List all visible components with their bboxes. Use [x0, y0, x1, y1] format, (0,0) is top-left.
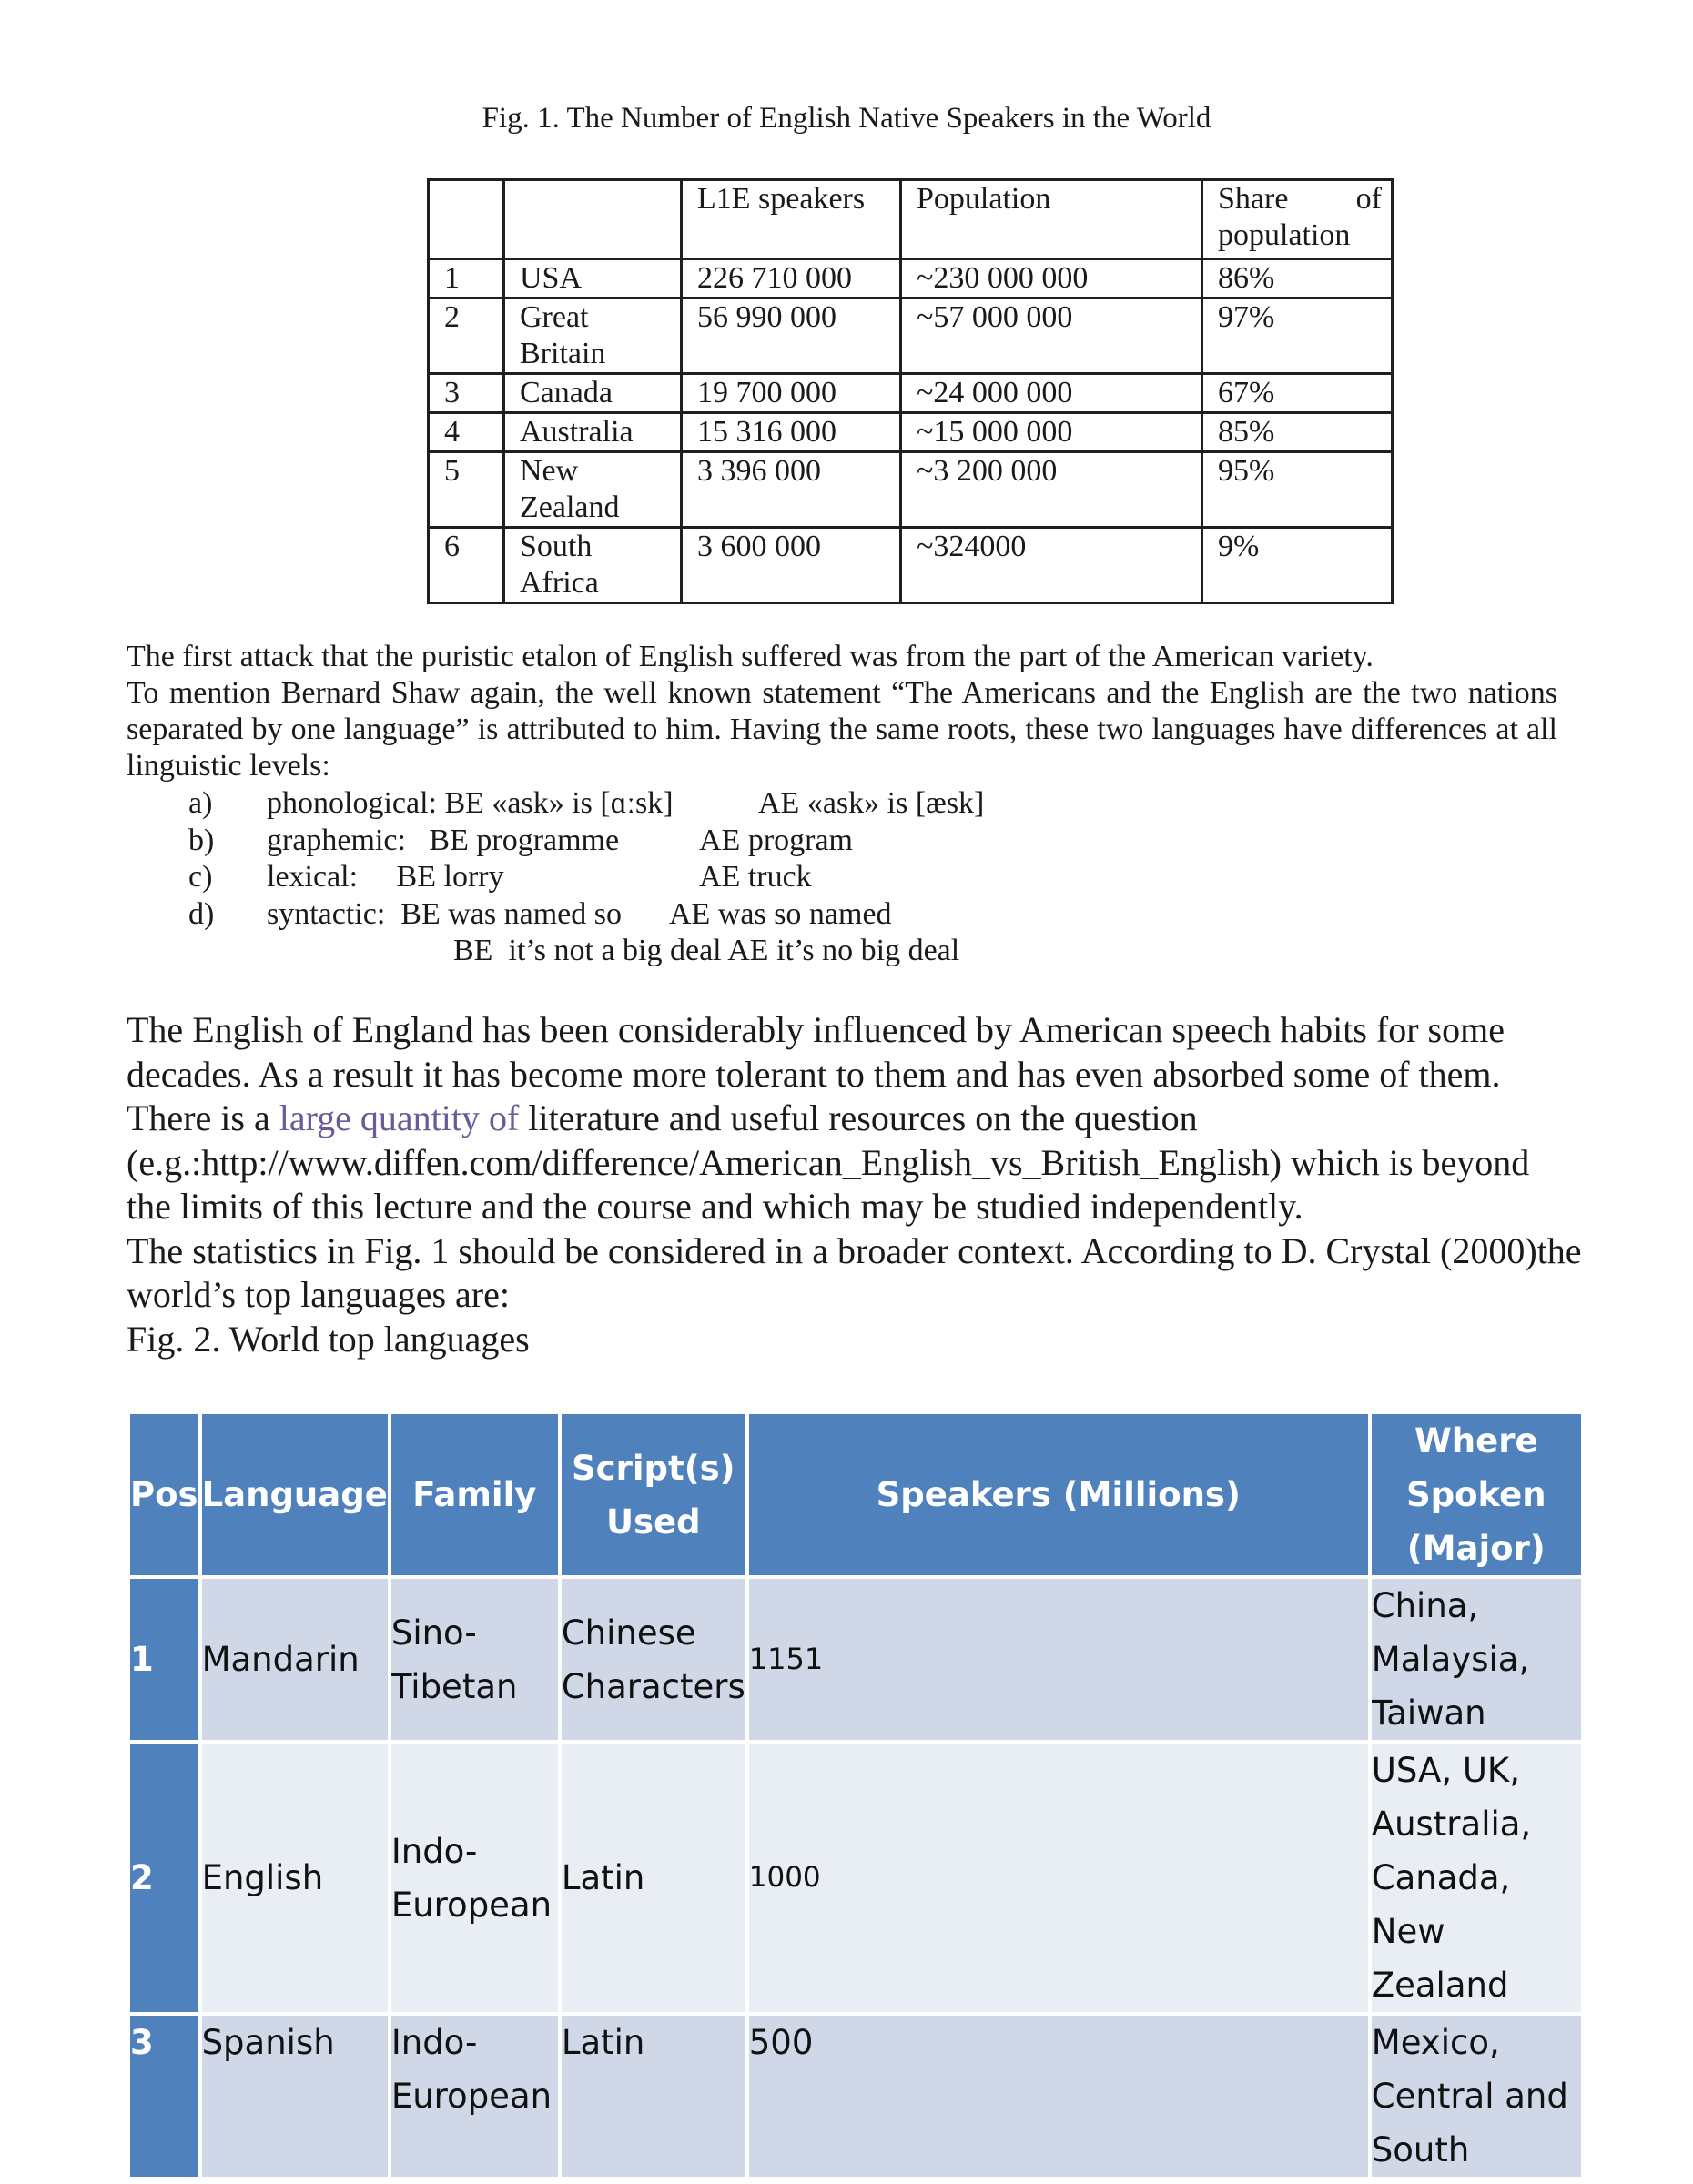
- table-row: [130, 2016, 1581, 2177]
- country-cell: New Zealand: [504, 452, 682, 528]
- row-number: 4: [429, 413, 504, 452]
- row-number: 1: [429, 259, 504, 298]
- speakers-cell: 19 700 000: [682, 374, 901, 413]
- paragraph-text: literature and useful resources on the question (e.g.:http://www.diffen.com/difference/American_English_vs_British_English) which is beyond the limits of this lecture and the course and which may be studied independently.: [127, 1097, 1530, 1227]
- population-cell: ~3 200 000: [901, 452, 1202, 528]
- pos-cell: 2: [130, 1744, 198, 2012]
- row-number: 3: [429, 374, 504, 413]
- header-pos: Pos: [130, 1414, 198, 1575]
- table-row: [429, 374, 1393, 413]
- speakers-cell: 1151: [749, 1579, 1368, 1740]
- ae-example: AE was so named: [669, 896, 892, 931]
- fig1-header-row: [429, 180, 1393, 259]
- speakers-cell: 226 710 000: [682, 259, 901, 298]
- family-cell: Indo-European: [391, 2016, 558, 2177]
- population-cell: ~24 000 000: [901, 374, 1202, 413]
- list-marker: b): [188, 823, 215, 857]
- speakers-cell: 56 990 000: [682, 298, 901, 374]
- country-cell: Great Britain: [504, 298, 682, 374]
- fig1-header-speakers: L1E speakers: [682, 180, 901, 259]
- be-example: lexical: BE lorry: [267, 860, 504, 894]
- share-cell: 85%: [1202, 413, 1393, 452]
- fig2-table: [127, 1410, 1585, 2180]
- table-row: [130, 1744, 1581, 2012]
- language-cell: Spanish: [202, 2016, 388, 2177]
- row-number: 2: [429, 298, 504, 374]
- country-cell: Canada: [504, 374, 682, 413]
- fig1-header-country: [504, 180, 682, 259]
- ae-example: AE program: [699, 823, 854, 857]
- ae-example: AE truck: [699, 860, 812, 894]
- fig2-header-row: [130, 1414, 1581, 1575]
- fig1-header-share: Share of population: [1202, 180, 1393, 259]
- statistics-paragraph: The statistics in Fig. 1 should be considered in a broader context. According to D. Crystal (2000)the world’s top languages are:: [127, 1229, 1582, 1315]
- speakers-cell: 500: [749, 2016, 1368, 2177]
- share-cell: 86%: [1202, 259, 1393, 298]
- pos-cell: 1: [130, 1579, 198, 1740]
- paragraph-text: The English of England has been considerably influenced by American speech habits for some decades. As a result it has become more tolerant to them and has even absorbed some of them. There is a: [127, 1009, 1505, 1138]
- list-marker: a): [188, 786, 213, 820]
- first-attack-line: The first attack that the puristic etalon of English suffered was from the part of the American variety.: [127, 640, 1374, 673]
- header-language: Language: [202, 1414, 388, 1575]
- header-speakers: Speakers (Millions): [749, 1414, 1368, 1575]
- row-number: 6: [429, 528, 504, 603]
- influence-paragraph: [127, 1008, 1583, 1229]
- family-cell: Sino-Tibetan: [391, 1579, 558, 1740]
- list-marker: d): [188, 896, 215, 931]
- be-example: graphemic: BE programme: [267, 823, 620, 857]
- body-text: [127, 1008, 1583, 1361]
- row-number: 5: [429, 452, 504, 528]
- population-cell: ~324000: [901, 528, 1202, 603]
- country-cell: South Africa: [504, 528, 682, 603]
- fig1-header-num: [429, 180, 504, 259]
- script-cell: Latin: [562, 1744, 745, 2012]
- fig1-table: [427, 178, 1394, 604]
- fig1-header-population: Population: [901, 180, 1202, 259]
- table-row: [429, 259, 1393, 298]
- country-cell: USA: [504, 259, 682, 298]
- script-cell: Chinese Characters: [562, 1579, 745, 1740]
- population-cell: ~230 000 000: [901, 259, 1202, 298]
- where-cell: USA, UK, Australia, Canada, New Zealand: [1372, 1744, 1581, 2012]
- share-cell: 95%: [1202, 452, 1393, 528]
- where-cell: China, Malaysia, Taiwan: [1372, 1579, 1581, 1740]
- intro-text: [127, 639, 1557, 784]
- language-cell: Mandarin: [202, 1579, 388, 1740]
- highlighted-phrase: large quantity of: [279, 1097, 520, 1138]
- share-cell: 97%: [1202, 298, 1393, 374]
- list-marker: c): [188, 860, 213, 894]
- be-example: phonological: BE «ask» is [ɑːsk]: [267, 786, 674, 820]
- speakers-cell: 1000: [749, 1744, 1368, 2012]
- table-row: [429, 298, 1393, 374]
- table-row: [429, 452, 1393, 528]
- speakers-cell: 3 600 000: [682, 528, 901, 603]
- pos-cell: 3: [130, 2016, 198, 2177]
- share-cell: 9%: [1202, 528, 1393, 603]
- speakers-cell: 3 396 000: [682, 452, 901, 528]
- table-row: [429, 528, 1393, 603]
- script-cell: Latin: [562, 2016, 745, 2177]
- header-family: Family: [391, 1414, 558, 1575]
- where-cell: Mexico, Central and South: [1372, 2016, 1581, 2177]
- header-script: Script(s) Used: [562, 1414, 745, 1575]
- country-cell: Australia: [504, 413, 682, 452]
- table-row: [130, 1579, 1581, 1740]
- fig1-caption: Fig. 1. The Number of English Native Speakers in the World: [482, 102, 1211, 135]
- language-cell: English: [202, 1744, 388, 2012]
- be-ae-extra-example: BE it’s not a big deal AE it’s no big deal: [453, 934, 960, 967]
- shaw-paragraph: To mention Bernard Shaw again, the well known statement “The Americans and the English are the two nations separated by one language” is attributed to him. Having the same roots, these two languages have differences at all linguistic levels:: [127, 676, 1557, 783]
- ae-example: AE «ask» is [æsk]: [758, 786, 985, 820]
- table-row: [429, 413, 1393, 452]
- share-cell: 67%: [1202, 374, 1393, 413]
- population-cell: ~57 000 000: [901, 298, 1202, 374]
- header-where: Where Spoken (Major): [1372, 1414, 1581, 1575]
- be-example: syntactic: BE was named so: [267, 896, 622, 931]
- fig2-caption: Fig. 2. World top languages: [127, 1318, 530, 1360]
- family-cell: Indo-European: [391, 1744, 558, 2012]
- speakers-cell: 15 316 000: [682, 413, 901, 452]
- population-cell: ~15 000 000: [901, 413, 1202, 452]
